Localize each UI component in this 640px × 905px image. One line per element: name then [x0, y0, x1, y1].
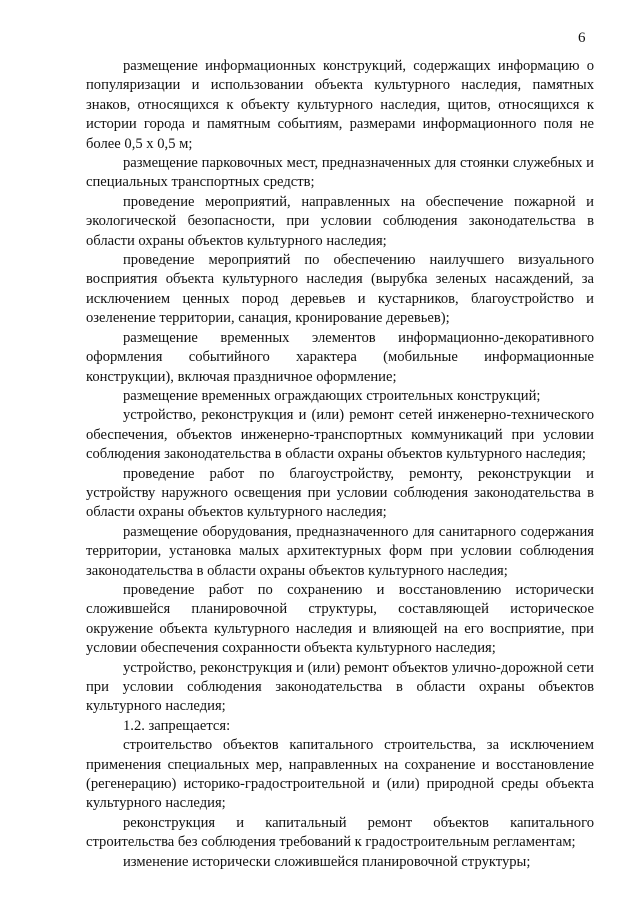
document-body	[86, 57, 594, 872]
paragraph: проведение мероприятий, направленных на обеспечение пожарной и экологической безопасности, при условии соблюдения законодательства в области охраны объектов культурного наследия;	[86, 193, 594, 249]
page-number: 6	[578, 30, 586, 46]
paragraph: размещение оборудования, предназначенного для санитарного содержания территории, установка малых архитектурных форм при условии соблюдения законодательства в области охраны объектов культурного наследия;	[86, 523, 594, 579]
prohibited-item: строительство объектов капитального строительства, за исключением применения специальных мер, направленных на сохранение и восстановление (регенерацию) историко-градостроительной и (или) природной среды объекта культурного наследия;	[86, 737, 594, 812]
prohibited-item: реконструкция и капитальный ремонт объектов капитального строительства без соблюдения требований к градостроительным регламентам;	[86, 814, 594, 851]
paragraph: размещение временных элементов информационно-декоративного оформления событийного характера (мобильные информационные конструкции), включая праздничное оформление;	[86, 329, 594, 385]
paragraph: проведение работ по благоустройству, ремонту, реконструкции и устройству наружного освещения при условии соблюдения законодательства в области охраны объектов культурного наследия;	[86, 465, 594, 521]
prohibited-item: изменение исторически сложившейся планировочной структуры;	[123, 853, 531, 870]
paragraph: проведение мероприятий по обеспечению наилучшего визуального восприятия объекта культурного наследия (вырубка зеленых насаждений, за исключением ценных пород деревьев и кустарников, благоустройство и озеленение территории, санация, кронирование деревьев);	[86, 252, 594, 327]
paragraph: устройство, реконструкция и (или) ремонт объектов улично-дорожной сети при условии соблюдения законодательства в области охраны объектов культурного наследия;	[86, 659, 594, 715]
paragraph: размещение временных ограждающих строительных конструкций;	[123, 387, 541, 404]
paragraph: размещение информационных конструкций, содержащих информацию о популяризации и использовании объекта культурного наследия, памятных знаков, относящихся к объекту культурного наследия, щитов, относящихся к истории города и памятным событиям, размерами информационного поля не более 0,5 х 0,5 м;	[86, 58, 594, 152]
section-heading: 1.2. запрещается:	[123, 717, 231, 734]
paragraph: проведение работ по сохранению и восстановлению исторически сложившейся планировочной структуры, составляющей историческое окружение объекта культурного наследия и влияющей на его восприятие, при условии обеспечения сохранности объекта культурного наследия;	[86, 581, 594, 657]
paragraph: устройство, реконструкция и (или) ремонт сетей инженерно-технического обеспечения, объектов инженерно-транспортных коммуникаций при условии соблюдения законодательства в области охраны объектов культурного наследия;	[86, 407, 594, 463]
paragraph: размещение парковочных мест, предназначенных для стоянки служебных и специальных транспортных средств;	[86, 155, 594, 191]
